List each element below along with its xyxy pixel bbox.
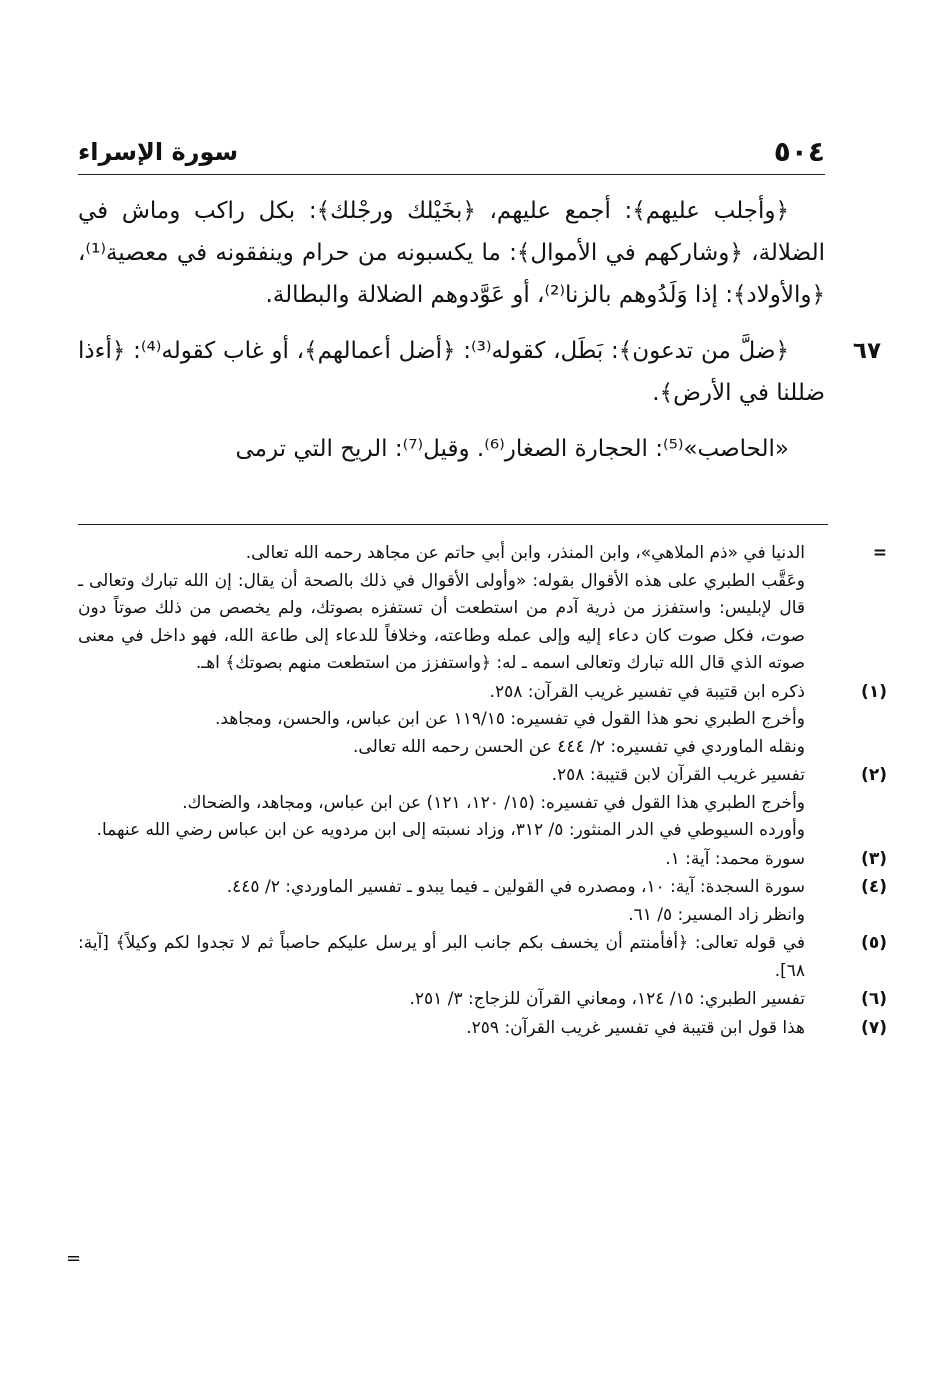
footnote-line: وانظر زاد المسير: ٥/ ٦١. xyxy=(628,904,805,925)
running-title: سورة الإسراء xyxy=(78,138,239,166)
continuation-mark: = xyxy=(872,543,887,563)
footnote-line: ونقله الماوردي في تفسيره: ٢/ ٤٤٤ عن الحسن رحمه الله تعالى. xyxy=(353,736,805,757)
footnote-line: هذا قول ابن قتيبة في تفسير غريب القرآن: ٢٥٩. xyxy=(466,1017,805,1038)
footnote-number: (٥) xyxy=(861,933,887,953)
footnote-divider xyxy=(78,524,828,525)
paragraph-1-text: ﴿وأجلب عليهم﴾: أجمع عليهم، ﴿بخَيْلك ورجْلك﴾: بكل راكب وماش في الضلالة، ﴿وشاركهم في الأموال﴾: ما يكسبونه من حرام وينفقونه في معصية⁽¹⁾، ﴿والأولاد﴾: إذا وَلَدُوهم بالزنا⁽²⁾، أو عَوَّدوهم الضلالة والبطالة. xyxy=(78,198,825,308)
footnote-number: (٢) xyxy=(861,765,887,785)
footnote-line: وأخرج الطبري هذا القول في تفسيره: (١٥/ ١٢٠، ١٢١) عن ابن عباس، ومجاهد، والضحاك. xyxy=(182,792,805,813)
footnote-2 xyxy=(78,762,887,845)
footnote-number: (٧) xyxy=(861,1017,887,1038)
footnote-line: تفسير غريب القرآن لابن قتيبة: ٢٥٨. xyxy=(551,765,805,785)
continuation-mark-bottom: = xyxy=(66,1248,82,1269)
footnote-line: ذكره ابن قتيبة في تفسير غريب القرآن: ٢٥٨. xyxy=(489,681,805,702)
footnote-line: تفسير الطبري: ١٥/ ١٢٤، ومعاني القرآن للزجاج: ٣/ ٢٥١. xyxy=(409,989,805,1009)
footnote-number: (٣) xyxy=(861,848,887,869)
footnote-continuation xyxy=(78,540,887,678)
footnote-line: وأخرج الطبري نحو هذا القول في تفسيره: ١١٩/١٥ عن ابن عباس، والحسن، ومجاهد. xyxy=(215,709,805,729)
paragraph-3-text: «الحاصب»⁽⁵⁾: الحجارة الصغار⁽⁶⁾. وقيل⁽⁷⁾: الريح التي ترمى xyxy=(235,436,789,462)
footnote-line: الدنيا في «ذم الملاهي»، وابن المنذر، وابن أبي حاتم عن مجاهد رحمه الله تعالى. xyxy=(245,543,805,563)
footnote-line: في قوله تعالى: ﴿أفأمنتم أن يخسف بكم جانب البر أو يرسل عليكم حاصباً ثم لا تجدوا لكم وكيلاً﴾ [آية: ٦٨]. xyxy=(78,933,805,981)
paragraph-1 xyxy=(78,190,825,316)
footnote-number: (١) xyxy=(861,681,887,702)
footnote-7 xyxy=(78,1015,887,1043)
footnote-6 xyxy=(78,986,887,1014)
paragraph-3 xyxy=(78,428,825,470)
page-number: ٥٠٤ xyxy=(773,135,825,168)
footnote-3 xyxy=(78,846,887,874)
paragraph-2 xyxy=(78,330,881,414)
footnote-5 xyxy=(78,930,887,985)
paragraph-2-text: ﴿ضلَّ من تدعون﴾: بَطَل، كقوله⁽³⁾: ﴿أضل أعمالهم﴾، أو غاب كقوله⁽⁴⁾: ﴿أءذا ضللنا في الأرض﴾. xyxy=(78,338,825,406)
footnotes xyxy=(78,540,887,1043)
main-text xyxy=(78,190,881,484)
footnote-line: سورة السجدة: آية: ١٠، ومصدره في القولين ـ فيما يبدو ـ تفسير الماوردي: ٢/ ٤٤٥. xyxy=(226,877,805,897)
footnote-1 xyxy=(78,679,887,762)
footnote-number: (٤) xyxy=(861,877,887,897)
footnote-line: سورة محمد: آية: ١. xyxy=(665,848,805,869)
footnote-number: (٦) xyxy=(861,989,887,1009)
page-header xyxy=(78,134,825,175)
footnote-line: وعَقَّب الطبري على هذه الأقوال بقوله: «وأولى الأقوال في ذلك بالصحة أن يقال: إن الله تبارك وتعالى ـ قال لإبليس: واستفزز من ذرية آدم من استطعت أن تستفزه بصوتك، ولم يخصص من ذلك صوتاً دون صوت، فكل صوت كان دعاء إليه وإلى عمله وطاعته، وخلافاً للدعاء إلى طاعة الله، فهو داخل في معنى صوته الذي قال الله تبارك وتعالى اسمه ـ له: ﴿واستفزز من استطعت منهم بصوتك﴾ اهـ. xyxy=(78,570,805,673)
verse-number: ٦٧ xyxy=(852,338,881,364)
footnote-line: وأورده السيوطي في الدر المنثور: ٥/ ٣١٢، وزاد نسبته إلى ابن مردويه عن ابن عباس رضي الله عنهما. xyxy=(96,820,805,840)
footnote-4 xyxy=(78,874,887,929)
